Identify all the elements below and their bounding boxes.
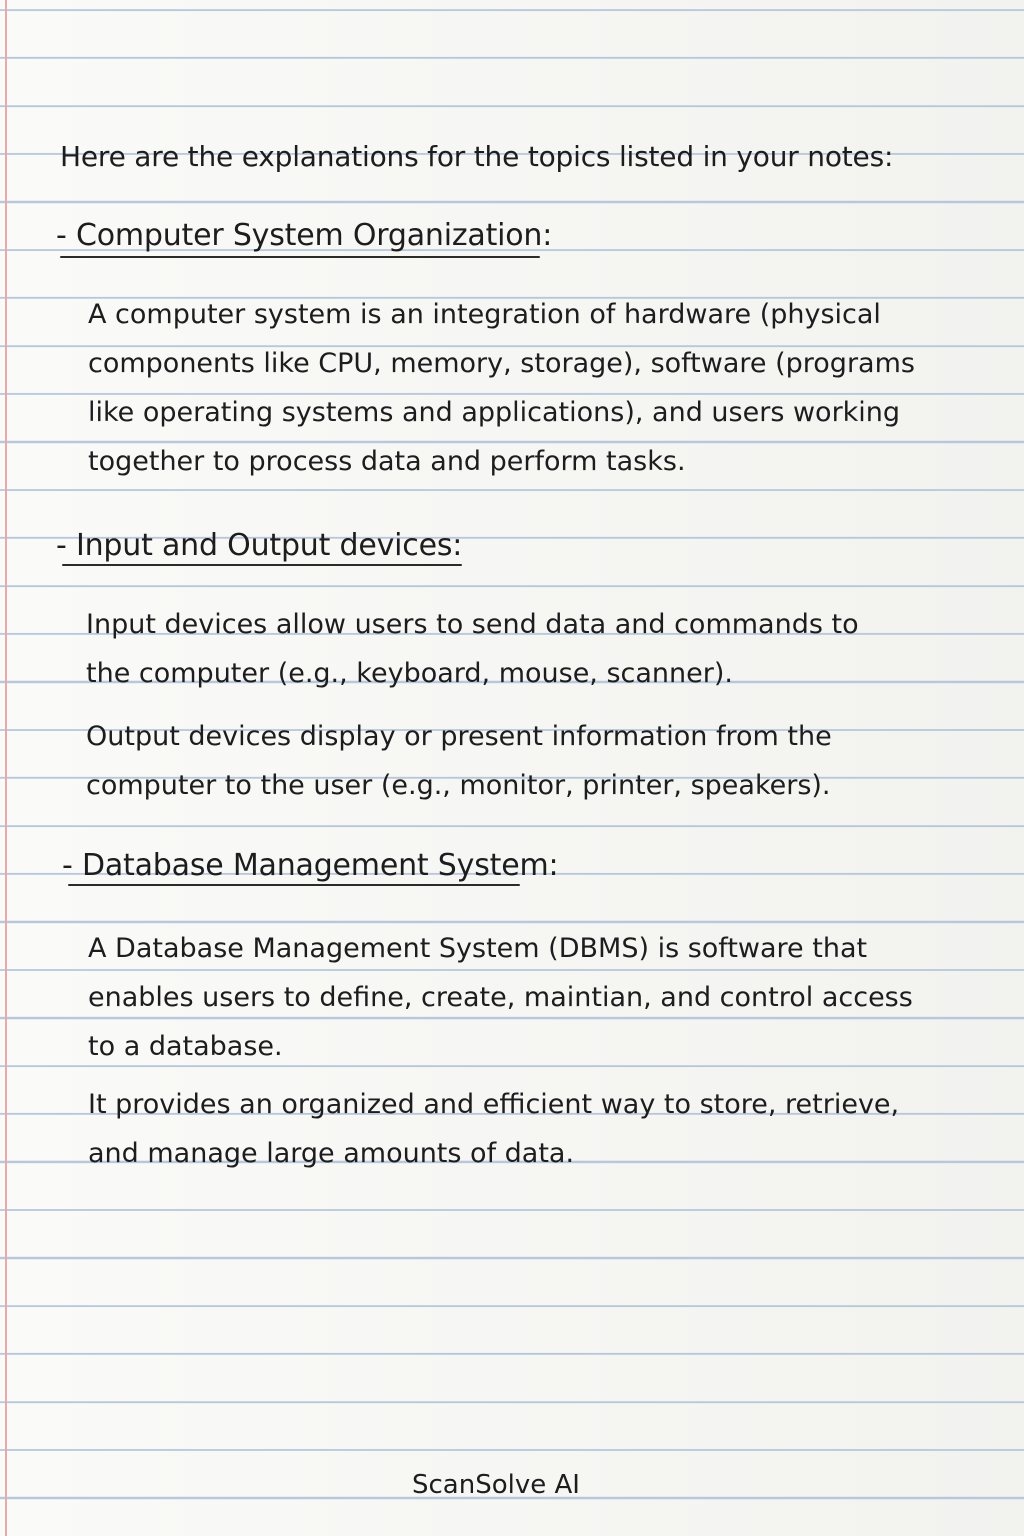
paragraph-line: enables users to define, create, maintian, and control access	[88, 982, 913, 1013]
section-paragraph	[88, 924, 913, 1071]
paragraph-line: the computer (e.g., keyboard, mouse, scanner).	[86, 658, 733, 689]
paragraph-line: Output devices display or present information from the	[86, 721, 832, 752]
paragraph-line: like operating systems and applications), and users working	[88, 397, 901, 428]
section-paragraph	[88, 1080, 899, 1178]
paragraph-line: together to process data and perform tasks.	[88, 446, 686, 477]
footer-brand: ScanSolve AI	[412, 1470, 580, 1500]
intro-text: Here are the explanations for the topics listed in your notes:	[60, 140, 894, 173]
section-paragraph	[86, 600, 859, 698]
paragraph-line: components like CPU, memory, storage), software (programs	[88, 348, 915, 379]
paragraph-line: and manage large amounts of data.	[88, 1138, 575, 1169]
paragraph-line: It provides an organized and efficient way to store, retrieve,	[88, 1089, 900, 1120]
paragraph-line: to a database.	[88, 1031, 283, 1062]
section-paragraph	[88, 290, 915, 486]
paragraph-line: A Database Management System (DBMS) is software that	[88, 933, 868, 964]
paragraph-line: A computer system is an integration of hardware (physical	[88, 299, 881, 330]
section-paragraph	[86, 712, 832, 810]
heading-underline	[60, 256, 540, 258]
heading-underline	[62, 564, 462, 566]
paragraph-line: computer to the user (e.g., monitor, printer, speakers).	[86, 770, 831, 801]
paragraph-line: Input devices allow users to send data and commands to	[86, 609, 859, 640]
section-heading-input-output-devices: - Input and Output devices:	[56, 528, 463, 563]
section-heading-database-management-system: - Database Management System:	[62, 848, 559, 883]
notebook-margin-line	[5, 0, 7, 1536]
section-heading-computer-system-organization: - Computer System Organization:	[56, 218, 553, 253]
heading-underline	[68, 884, 520, 886]
